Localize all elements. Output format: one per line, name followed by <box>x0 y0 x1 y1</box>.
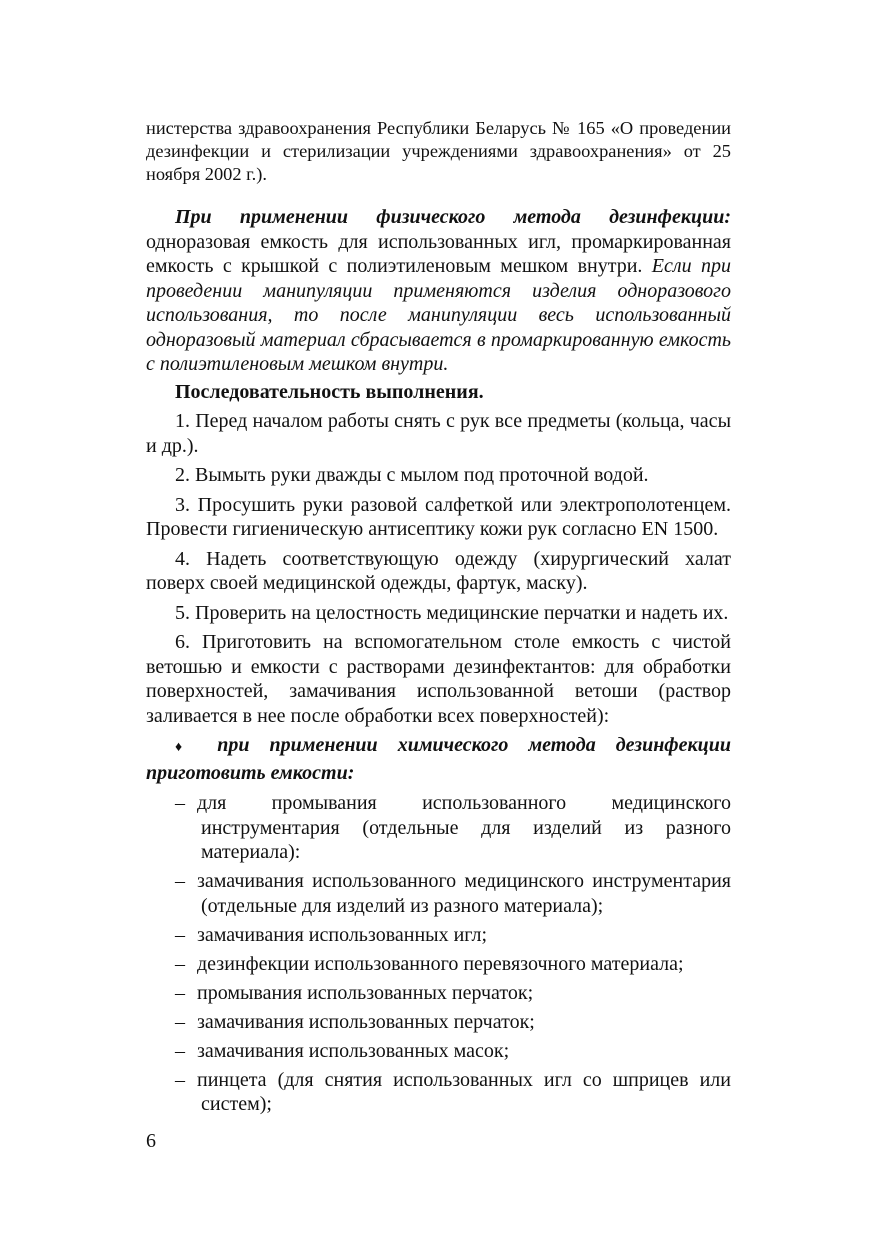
list-item: – пинцета (для снятия использованных игл со шприцев или систем); <box>175 1068 731 1115</box>
physical-method-paragraph <box>146 205 731 377</box>
step-6: 6. Приготовить на вспомогательном столе емкость с чистой ветошью и емкости с растворами дезинфектантов: для обработки поверхностей, замачивания использованной ветоши (раствор заливается в нее после обработки всех поверхностей): <box>146 631 731 727</box>
dash-bullet: – <box>175 792 185 814</box>
step-1: 1. Перед началом работы снять с рук все предметы (кольца, часы и др.). <box>146 410 731 457</box>
page-number: 6 <box>146 1130 156 1152</box>
sequence-heading: Последовательность выполнения. <box>175 380 484 403</box>
dash-bullet: – <box>175 870 185 892</box>
physical-method-italic: Если при проведении манипуляции применяются изделия одноразового использования, то после манипуляции весь использованный одноразовый материал сбрасывается в промаркированную емкость с полиэтиленовым мешком внутри. <box>146 255 731 375</box>
dash-bullet: – <box>175 1010 185 1033</box>
list-item: – замачивания использованных масок; <box>175 1039 510 1062</box>
diamond-bullet-icon: ♦ <box>175 740 198 755</box>
step-3: 3. Просушить руки разовой салфеткой или электрополотенцем. Провести гигиеническую антисептику кожи рук согласно EN 1500. <box>146 493 731 540</box>
page-body <box>146 117 731 1121</box>
list-item: – замачивания использованных игл; <box>175 923 488 946</box>
dash-bullet: – <box>175 952 185 975</box>
dash-bullet: – <box>175 1068 185 1091</box>
dash-bullet: – <box>175 1039 185 1062</box>
physical-method-lead: При применении физического метода дезинфекции: <box>175 206 731 228</box>
chemical-method-paragraph <box>146 733 731 785</box>
step-4: 4. Надеть соответствующую одежду (хирургический халат поверх своей медицинской одежды, фартук, маску). <box>146 547 731 594</box>
list-item: – замачивания использованных перчаток; <box>175 1010 535 1033</box>
list-item: – дезинфекции использованного перевязочного материала; <box>175 952 684 975</box>
dash-bullet: – <box>175 923 185 946</box>
intro-paragraph: нистерства здравоохранения Республики Беларусь № 165 «О проведении дезинфекции и стерилизации учреждениями здравоохранения» от 25 ноября 2002 г.). <box>146 118 731 184</box>
list-item: – для промывания использованного медицинского инструментария (отдельные для изделий из разного материала): <box>175 792 731 863</box>
dash-bullet: – <box>175 981 185 1004</box>
physical-method-text: одноразовая емкость для использованных игл, промаркированная емкость с крышкой с полиэтиленовым мешком внутри. <box>146 230 731 277</box>
containers-list <box>146 791 731 1117</box>
step-5: 5. Проверить на целостность медицинские перчатки и надеть их. <box>175 601 729 624</box>
list-item: – замачивания использованного медицинского инструментария (отдельные для изделий из разного материала); <box>175 870 731 917</box>
chemical-method-text: при применении химического метода дезинфекции приготовить емкости: <box>146 734 732 784</box>
step-2: 2. Вымыть руки дважды с мылом под проточной водой. <box>175 464 649 486</box>
list-item: – промывания использованных перчаток; <box>175 981 534 1004</box>
